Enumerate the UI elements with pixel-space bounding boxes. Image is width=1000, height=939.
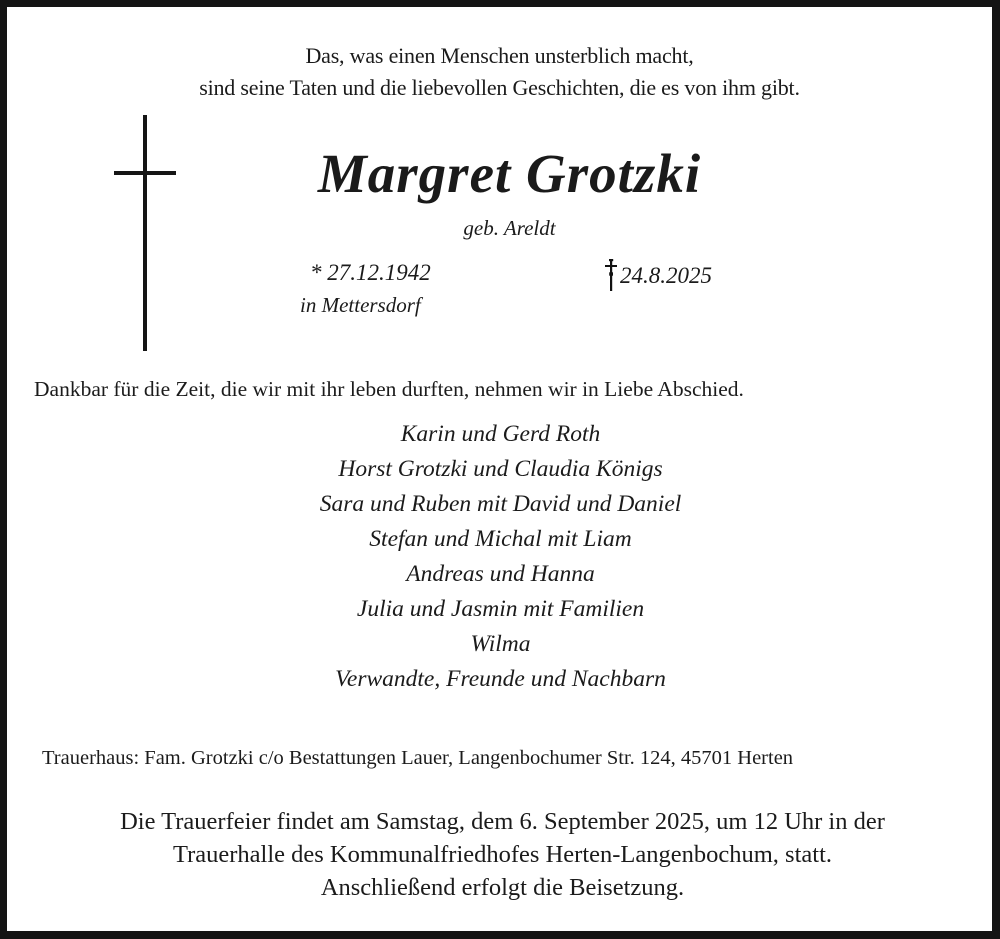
mourner-entry: Wilma — [470, 631, 531, 657]
mourner-entry: Horst Grotzki und Claudia Königs — [338, 456, 663, 482]
mourner-entry: Andreas und Hanna — [406, 561, 595, 587]
mourner-entry: Stefan und Michal mit Liam — [369, 526, 632, 552]
ceremony-line-3: Anschließend erfolgt die Beisetzung. — [320, 874, 685, 901]
quote-line-2: sind seine Taten und die liebevollen Geschichten, die es von ihm gibt. — [199, 75, 800, 100]
quote-line-1: Das, was einen Menschen unsterblich macht, — [305, 43, 694, 68]
mourner-entry: Karin und Gerd Roth — [400, 421, 601, 447]
mourner-entry: Sara und Ruben mit David und Daniel — [319, 491, 682, 517]
mourner-entry: Julia und Jasmin mit Familien — [356, 596, 645, 622]
mourning-house-address: Trauerhaus: Fam. Grotzki c/o Bestattungen Lauer, Langenbochumer Str. 124, 45701 Herten — [42, 747, 794, 769]
maiden-name: geb. Areldt — [463, 216, 556, 240]
death-cross-icon — [604, 259, 618, 291]
death-date-line — [604, 259, 712, 291]
obituary-card — [7, 7, 992, 931]
deceased-name: Margret Grotzki — [317, 143, 702, 204]
ceremony-line-1: Die Trauerfeier findet am Samstag, dem 6. September 2025, um 12 Uhr in der — [120, 808, 885, 835]
birth-place: in Mettersdorf — [300, 293, 421, 317]
birth-date-line — [310, 259, 431, 287]
mourner-entry: Verwandte, Freunde und Nachbarn — [335, 666, 666, 692]
birth-symbol: * — [310, 260, 322, 285]
thanks-text: Dankbar für die Zeit, die wir mit ihr leben durften, nehmen wir in Liebe Abschied. — [34, 377, 744, 401]
death-date: 24.8.2025 — [620, 263, 712, 288]
ceremony-line-2: Trauerhalle des Kommunalfriedhofes Herten-Langenbochum, statt. — [172, 841, 833, 868]
birth-date: 27.12.1942 — [327, 260, 431, 285]
